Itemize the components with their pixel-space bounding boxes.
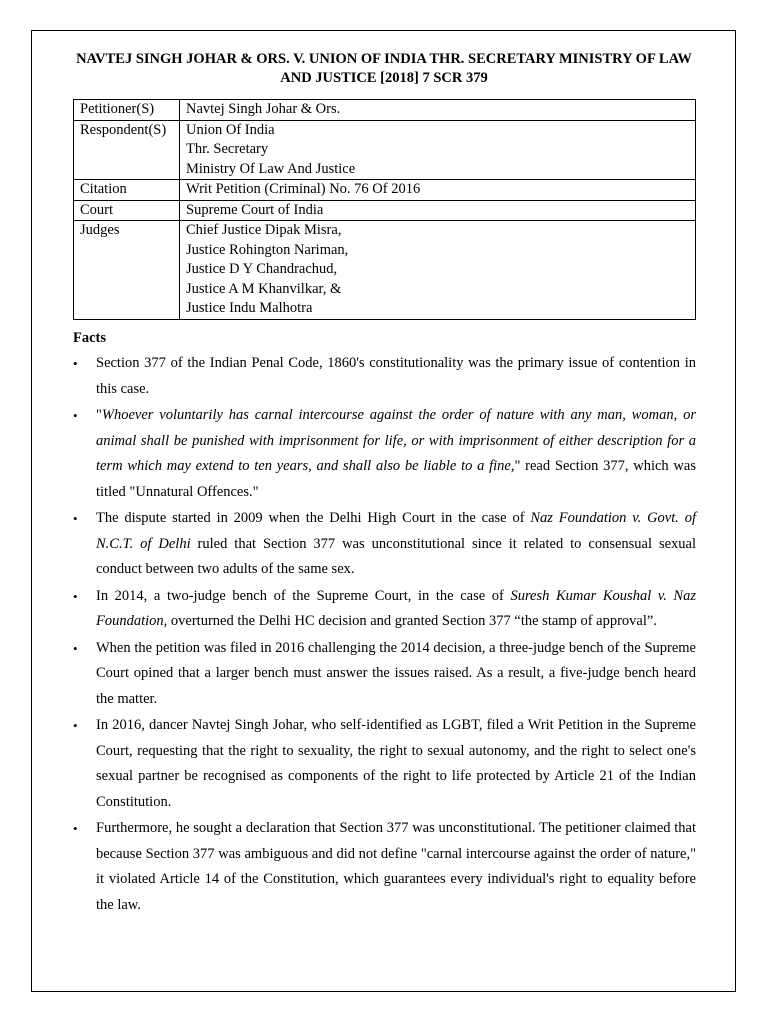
bullet-icon: • (73, 511, 78, 526)
fact-item (73, 506, 696, 583)
respondent-label: Respondent(S) (74, 120, 180, 180)
table-cell-line: Thr. Secretary (186, 141, 269, 157)
judges-label: Judges (74, 221, 180, 320)
table-cell-line: Justice Rohington Nariman, (186, 241, 349, 258)
fact-text-run: overturned the Delhi HC decision and granted Section 377 “the stamp of approval”. (167, 613, 657, 629)
fact-item (73, 636, 696, 713)
table-cell-line: Writ Petition (Criminal) No. 76 Of 2016 (186, 181, 421, 197)
facts-heading: Facts (73, 330, 107, 346)
fact-text (96, 636, 696, 713)
respondent-value (180, 120, 696, 180)
petitioner-value (180, 100, 696, 121)
facts-list (73, 351, 696, 919)
fact-text-italic: Suresh Kumar Koushal v. Naz Foundation, (96, 587, 696, 629)
case-title: NAVTEJ SINGH JOHAR & ORS. V. UNION OF INDIA THR. SECRETARY MINISTRY OF LAW AND JUSTICE [2018] 7 SCR 379 (76, 51, 692, 86)
fact-text-italic: Whoever voluntarily has carnal intercourse against the order of nature with any man, woman, or animal shall be punished with imprisonment for life, or with imprisonment of either description for a term which may extend to ten years, and shall also be liable to a fine (96, 407, 696, 474)
fact-text (96, 403, 696, 505)
table-row-respondent (74, 120, 696, 180)
fact-text (96, 713, 696, 815)
table-cell-line: Justice D Y Chandrachud, (186, 261, 338, 277)
fact-text-run: When the petition was filed in 2016 challenging the 2014 decision, a three-judge bench of the Supreme Court opined that a larger bench must answer the issues raised. As a result, a five-judge bench heard the matter. (96, 639, 696, 707)
fact-text (96, 506, 696, 583)
fact-text-run: The dispute started in 2009 when the Delhi High Court in the case of (96, 510, 531, 526)
fact-text-run: " (96, 407, 102, 423)
case-details-table (73, 99, 696, 320)
judges-value (180, 221, 696, 320)
bullet-icon: • (73, 640, 78, 656)
fact-item (73, 816, 696, 918)
table-row-court (74, 200, 696, 221)
table-row-citation (74, 180, 696, 201)
fact-item (73, 403, 696, 505)
fact-text-run: In 2014, a two-judge bench of the Supreme Court, in the case of (96, 587, 511, 604)
table-row-petitioner (74, 100, 696, 121)
court-value (180, 200, 696, 221)
fact-text (96, 816, 696, 918)
citation-value (180, 180, 696, 201)
fact-item (73, 713, 696, 815)
table-cell-line: Justice A M Khanvilkar, & (186, 280, 342, 297)
table-row-judges (74, 221, 696, 320)
fact-text-run: ," read Section 377, which was titled "Unnatural Offences." (96, 458, 696, 500)
bullet-icon: • (73, 408, 78, 423)
table-cell-line: Navtej Singh Johar & Ors. (186, 101, 341, 117)
fact-text-run: Section 377 of the Indian Penal Code, 1860's constitutionality was the primary issue of contention in this case. (96, 355, 696, 397)
fact-text-run: In 2016, dancer Navtej Singh Johar, who self-identified as LGBT, filed a Writ Petition in the Supreme Court, requesting that the right to sexuality, the right to sexual autonomy, and the right to select one's sexual partner be recognised as components of the right to life protected by Article 21 of the Indian Constitution. (96, 717, 696, 810)
table-cell-line: Chief Justice Dipak Misra, (186, 222, 342, 238)
table-cell-line: Justice Indu Malhotra (186, 300, 313, 316)
court-label: Court (74, 200, 180, 221)
fact-item (73, 351, 696, 402)
petitioner-label: Petitioner(S) (74, 100, 180, 121)
bullet-icon: • (73, 356, 78, 371)
table-cell-line: Supreme Court of India (186, 201, 324, 218)
fact-item (73, 584, 696, 635)
fact-text (96, 584, 696, 635)
bullet-icon: • (73, 718, 78, 733)
fact-text-run: Furthermore, he sought a declaration that Section 377 was unconstitutional. The petitioner claimed that because Section 377 was ambiguous and did not define "carnal intercourse against the order of nature," it violated Article 14 of the Constitution, which guarantees every individual's right to equality before the law. (96, 820, 696, 913)
bullet-icon: • (73, 821, 78, 836)
fact-text-run: ruled that Section 377 was unconstitutional since it related to consensual sexual conduct between two adults of the same sex. (96, 535, 696, 577)
citation-label: Citation (74, 180, 180, 201)
fact-text (96, 351, 696, 402)
bullet-icon: • (73, 588, 78, 604)
table-cell-line: Ministry Of Law And Justice (186, 160, 356, 177)
table-cell-line: Union Of India (186, 121, 275, 138)
fact-text-italic: Naz Foundation v. Govt. of N.C.T. of Delhi (96, 510, 696, 552)
